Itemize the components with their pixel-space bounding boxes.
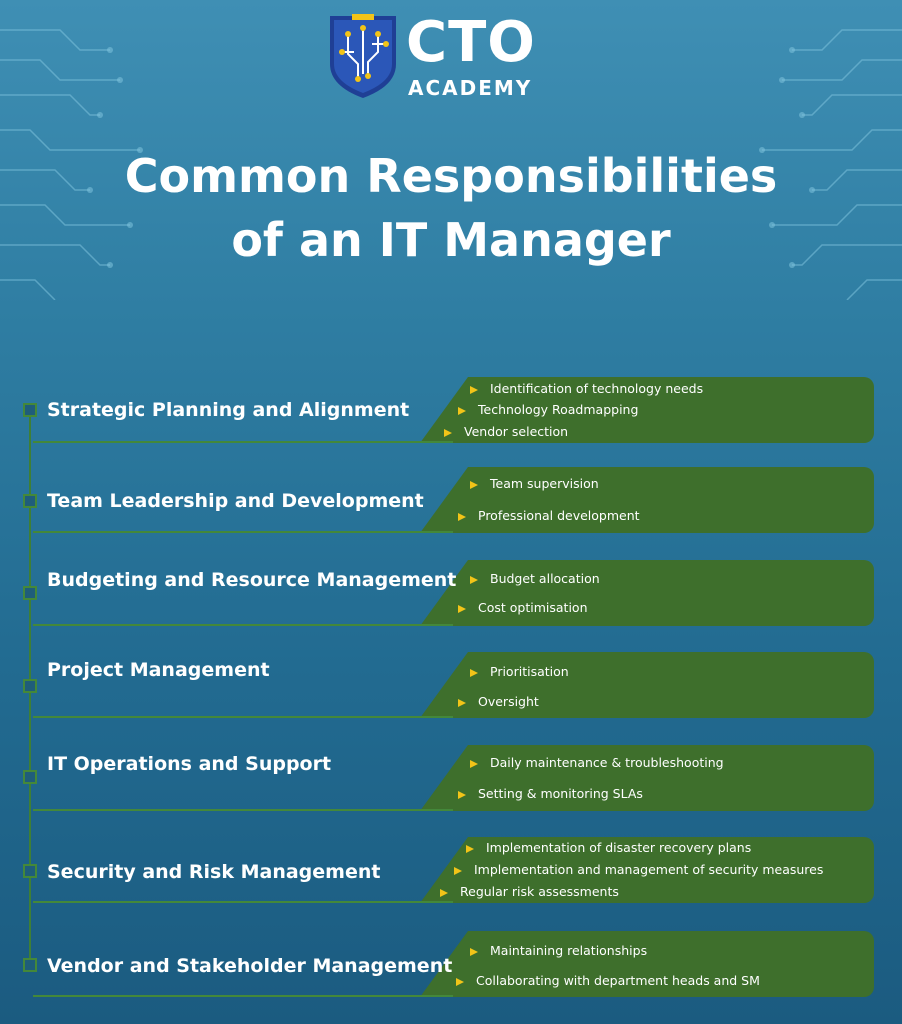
section-underline [33,901,453,903]
timeline-marker [23,958,37,972]
list-item: Team supervision [470,476,599,492]
arrow-icon [470,386,478,394]
section-underline [33,531,453,533]
arrow-icon [470,760,478,768]
logo [328,10,558,102]
timeline-marker [23,864,37,878]
title-line-1: Common Responsibilities [124,149,778,203]
list-item: Implementation and management of security measures [454,862,823,878]
section-panel [420,560,874,626]
list-item: Oversight [458,694,539,710]
section-title: Strategic Planning and Alignment [47,399,410,421]
arrow-icon [470,669,478,677]
list-item: Collaborating with department heads and SM [456,973,760,989]
section-title: Project Management [47,659,270,681]
arrow-icon [470,481,478,489]
arrow-icon [454,867,462,875]
arrow-icon [458,605,466,613]
arrow-icon [466,845,474,853]
list-item: Cost optimisation [458,600,588,616]
page-title [0,144,902,272]
timeline-marker [23,586,37,600]
section-title: Security and Risk Management [47,861,381,883]
section-underline [33,716,453,718]
title-line-2: of an IT Manager [231,213,671,267]
section-underline [33,624,453,626]
timeline-marker [23,679,37,693]
arrow-icon [470,576,478,584]
section-underline [33,995,453,997]
section-title: IT Operations and Support [47,753,332,775]
timeline-marker [23,770,37,784]
list-item: Identification of technology needs [470,381,703,397]
list-item: Implementation of disaster recovery plans [466,840,751,856]
list-item: Prioritisation [470,664,569,680]
list-item: Daily maintenance & troubleshooting [470,755,724,771]
arrow-icon [458,407,466,415]
list-item: Setting & monitoring SLAs [458,786,643,802]
list-item: Maintaining relationships [470,943,647,959]
shield-circuit-icon [328,14,398,100]
section-title: Budgeting and Resource Management [47,569,457,591]
arrow-icon [444,429,452,437]
section-title: Team Leadership and Development [47,490,424,512]
arrow-icon [470,948,478,956]
list-item: Technology Roadmapping [458,402,638,418]
section-underline [33,809,453,811]
logo-subtext: ACADEMY [408,76,533,100]
timeline-marker [23,494,37,508]
section-underline [33,441,453,443]
list-item: Budget allocation [470,571,600,587]
list-item: Professional development [458,508,640,524]
section-title: Vendor and Stakeholder Management [47,955,453,977]
arrow-icon [458,513,466,521]
arrow-icon [458,699,466,707]
arrow-icon [440,889,448,897]
arrow-icon [456,978,464,986]
list-item: Regular risk assessments [440,884,619,900]
logo-text: CTO [406,10,536,75]
list-item: Vendor selection [444,424,568,440]
arrow-icon [458,791,466,799]
timeline-marker [23,403,37,417]
